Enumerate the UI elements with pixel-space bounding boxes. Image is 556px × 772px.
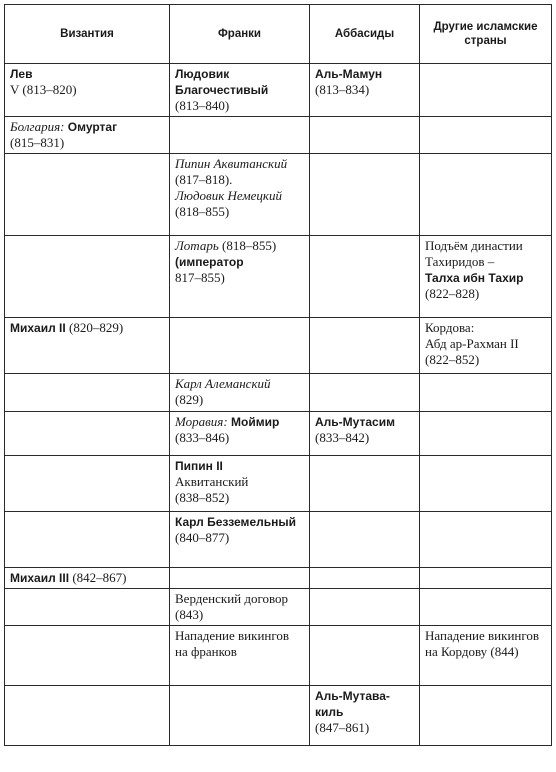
header-franks: Франки <box>170 5 310 64</box>
table-row <box>5 64 552 117</box>
cell-line <box>10 135 163 151</box>
cell-other-islamic <box>420 512 552 568</box>
table-row <box>5 236 552 318</box>
cell-text: (840–877) <box>175 530 230 545</box>
cell-text: Кордова: <box>425 320 475 335</box>
cell-other-islamic <box>420 154 552 236</box>
cell-text: (818–855) <box>218 238 277 253</box>
cell-line <box>175 414 303 430</box>
cell-line <box>175 156 303 172</box>
cell-franks <box>170 236 310 318</box>
cell-byzantium <box>5 626 170 686</box>
cell-text: Лотарь <box>175 238 219 253</box>
cell-text: Омуртаг <box>64 120 118 134</box>
cell-text: Карл Безземельный <box>175 515 296 529</box>
cell-line <box>175 66 303 98</box>
cell-abbasids <box>310 568 420 589</box>
cell-text: Аль-Мутасим <box>315 415 395 429</box>
cell-text: Людовик Благочестивый <box>175 67 269 97</box>
cell-text: Болгария: <box>10 119 65 134</box>
cell-text: Талха ибн Тахир <box>425 271 524 285</box>
cell-franks <box>170 589 310 626</box>
cell-byzantium <box>5 412 170 456</box>
cell-text: (838–852) <box>175 490 230 505</box>
cell-line <box>175 514 303 530</box>
cell-text: Лев <box>10 67 33 81</box>
cell-line <box>175 188 303 204</box>
cell-text: (815–831) <box>10 135 65 150</box>
cell-line <box>425 320 545 336</box>
cell-text: (829) <box>175 392 204 407</box>
cell-byzantium <box>5 64 170 117</box>
cell-line <box>315 720 413 736</box>
cell-other-islamic <box>420 589 552 626</box>
cell-text: (818–855) <box>175 204 230 219</box>
cell-abbasids <box>310 154 420 236</box>
cell-line <box>315 688 413 720</box>
cell-line <box>315 430 413 446</box>
cell-byzantium <box>5 117 170 154</box>
cell-line <box>315 66 413 82</box>
table-header-row <box>5 5 552 64</box>
cell-line <box>10 570 163 586</box>
cell-line <box>10 66 163 82</box>
cell-franks <box>170 568 310 589</box>
cell-line <box>175 458 303 474</box>
cell-line <box>10 82 163 98</box>
cell-text: (833–842) <box>315 430 370 445</box>
cell-abbasids <box>310 412 420 456</box>
cell-line <box>175 591 303 623</box>
cell-text: Михаил II <box>10 321 66 335</box>
cell-franks <box>170 686 310 746</box>
cell-other-islamic <box>420 318 552 374</box>
cell-line <box>425 270 545 286</box>
cell-line <box>315 82 413 98</box>
cell-text: Пипин Аквитанский <box>175 156 288 171</box>
table-row <box>5 512 552 568</box>
cell-byzantium <box>5 686 170 746</box>
cell-other-islamic <box>420 64 552 117</box>
cell-abbasids <box>310 236 420 318</box>
cell-byzantium <box>5 568 170 589</box>
cell-line <box>175 376 303 392</box>
table-row <box>5 318 552 374</box>
cell-abbasids <box>310 318 420 374</box>
cell-text: Нападение викингов на франков <box>175 628 290 659</box>
table-row <box>5 568 552 589</box>
cell-franks <box>170 626 310 686</box>
cell-text: Людовик Немецкий <box>175 188 283 203</box>
cell-other-islamic <box>420 374 552 412</box>
cell-text: (822–852) <box>425 352 480 367</box>
cell-other-islamic <box>420 568 552 589</box>
cell-franks <box>170 64 310 117</box>
table-row <box>5 374 552 412</box>
table-row <box>5 117 552 154</box>
cell-line <box>425 628 545 660</box>
cell-line <box>175 530 303 546</box>
cell-line <box>175 238 303 254</box>
header-other-islamic: Другие исламские страны <box>420 5 552 64</box>
cell-abbasids <box>310 626 420 686</box>
cell-text: Пипин II <box>175 459 223 473</box>
cell-other-islamic <box>420 412 552 456</box>
cell-abbasids <box>310 374 420 412</box>
cell-byzantium <box>5 589 170 626</box>
cell-byzantium <box>5 318 170 374</box>
cell-byzantium <box>5 512 170 568</box>
cell-other-islamic <box>420 456 552 512</box>
cell-text: (820–829) <box>65 320 124 335</box>
table-row <box>5 456 552 512</box>
table-row <box>5 154 552 236</box>
cell-text: (813–840) <box>175 98 230 113</box>
cell-byzantium <box>5 154 170 236</box>
cell-abbasids <box>310 64 420 117</box>
cell-abbasids <box>310 117 420 154</box>
cell-line <box>425 336 545 352</box>
cell-text: Михаил III <box>10 571 70 585</box>
cell-byzantium <box>5 456 170 512</box>
cell-line <box>175 474 303 490</box>
cell-text: (847–861) <box>315 720 370 735</box>
cell-text: Нападение викингов на Кордову (844) <box>425 628 540 659</box>
cell-line <box>315 414 413 430</box>
cell-text: 817–855) <box>175 270 225 285</box>
table-row <box>5 686 552 746</box>
cell-abbasids <box>310 456 420 512</box>
cell-other-islamic <box>420 117 552 154</box>
cell-text: Моравия: <box>175 414 228 429</box>
cell-abbasids <box>310 686 420 746</box>
cell-text: Абд ар-Рахман II <box>425 336 519 351</box>
cell-line <box>175 628 303 660</box>
cell-text: (822–828) <box>425 286 480 301</box>
cell-line <box>425 238 545 270</box>
cell-text: Верденский договор (843) <box>175 591 289 622</box>
cell-text: (813–834) <box>315 82 370 97</box>
cell-franks <box>170 456 310 512</box>
cell-line <box>175 270 303 286</box>
cell-line <box>175 204 303 220</box>
cell-text: Карл Алеманский <box>175 376 271 391</box>
cell-line <box>175 392 303 408</box>
header-byzantium: Византия <box>5 5 170 64</box>
cell-text: Подъём династии Тахиридов – <box>425 238 523 269</box>
cell-franks <box>170 117 310 154</box>
cell-other-islamic <box>420 236 552 318</box>
table-row <box>5 626 552 686</box>
cell-line <box>425 352 545 368</box>
cell-text: (833–846) <box>175 430 230 445</box>
cell-text: Аквитанский <box>175 474 249 489</box>
cell-byzantium <box>5 374 170 412</box>
cell-franks <box>170 374 310 412</box>
cell-other-islamic <box>420 626 552 686</box>
cell-text: (817–818). <box>175 172 233 187</box>
cell-text: Моймир <box>227 415 280 429</box>
cell-line <box>10 320 163 336</box>
cell-franks <box>170 412 310 456</box>
table-row <box>5 412 552 456</box>
cell-line <box>10 119 163 135</box>
cell-text: (император <box>175 255 244 269</box>
cell-abbasids <box>310 512 420 568</box>
table-row <box>5 589 552 626</box>
cell-line <box>175 98 303 114</box>
cell-abbasids <box>310 589 420 626</box>
chronology-table <box>4 4 552 746</box>
cell-franks <box>170 318 310 374</box>
cell-franks <box>170 512 310 568</box>
cell-line <box>175 172 303 188</box>
cell-text: Аль-Мамун <box>315 67 383 81</box>
cell-text: Аль-Мутава-киль <box>315 689 390 719</box>
cell-other-islamic <box>420 686 552 746</box>
cell-line <box>175 430 303 446</box>
cell-line <box>175 254 303 270</box>
cell-line <box>425 286 545 302</box>
cell-text: V (813–820) <box>10 82 77 97</box>
cell-line <box>175 490 303 506</box>
cell-text: (842–867) <box>69 570 127 585</box>
cell-franks <box>170 154 310 236</box>
cell-byzantium <box>5 236 170 318</box>
header-abbasids: Аббасиды <box>310 5 420 64</box>
